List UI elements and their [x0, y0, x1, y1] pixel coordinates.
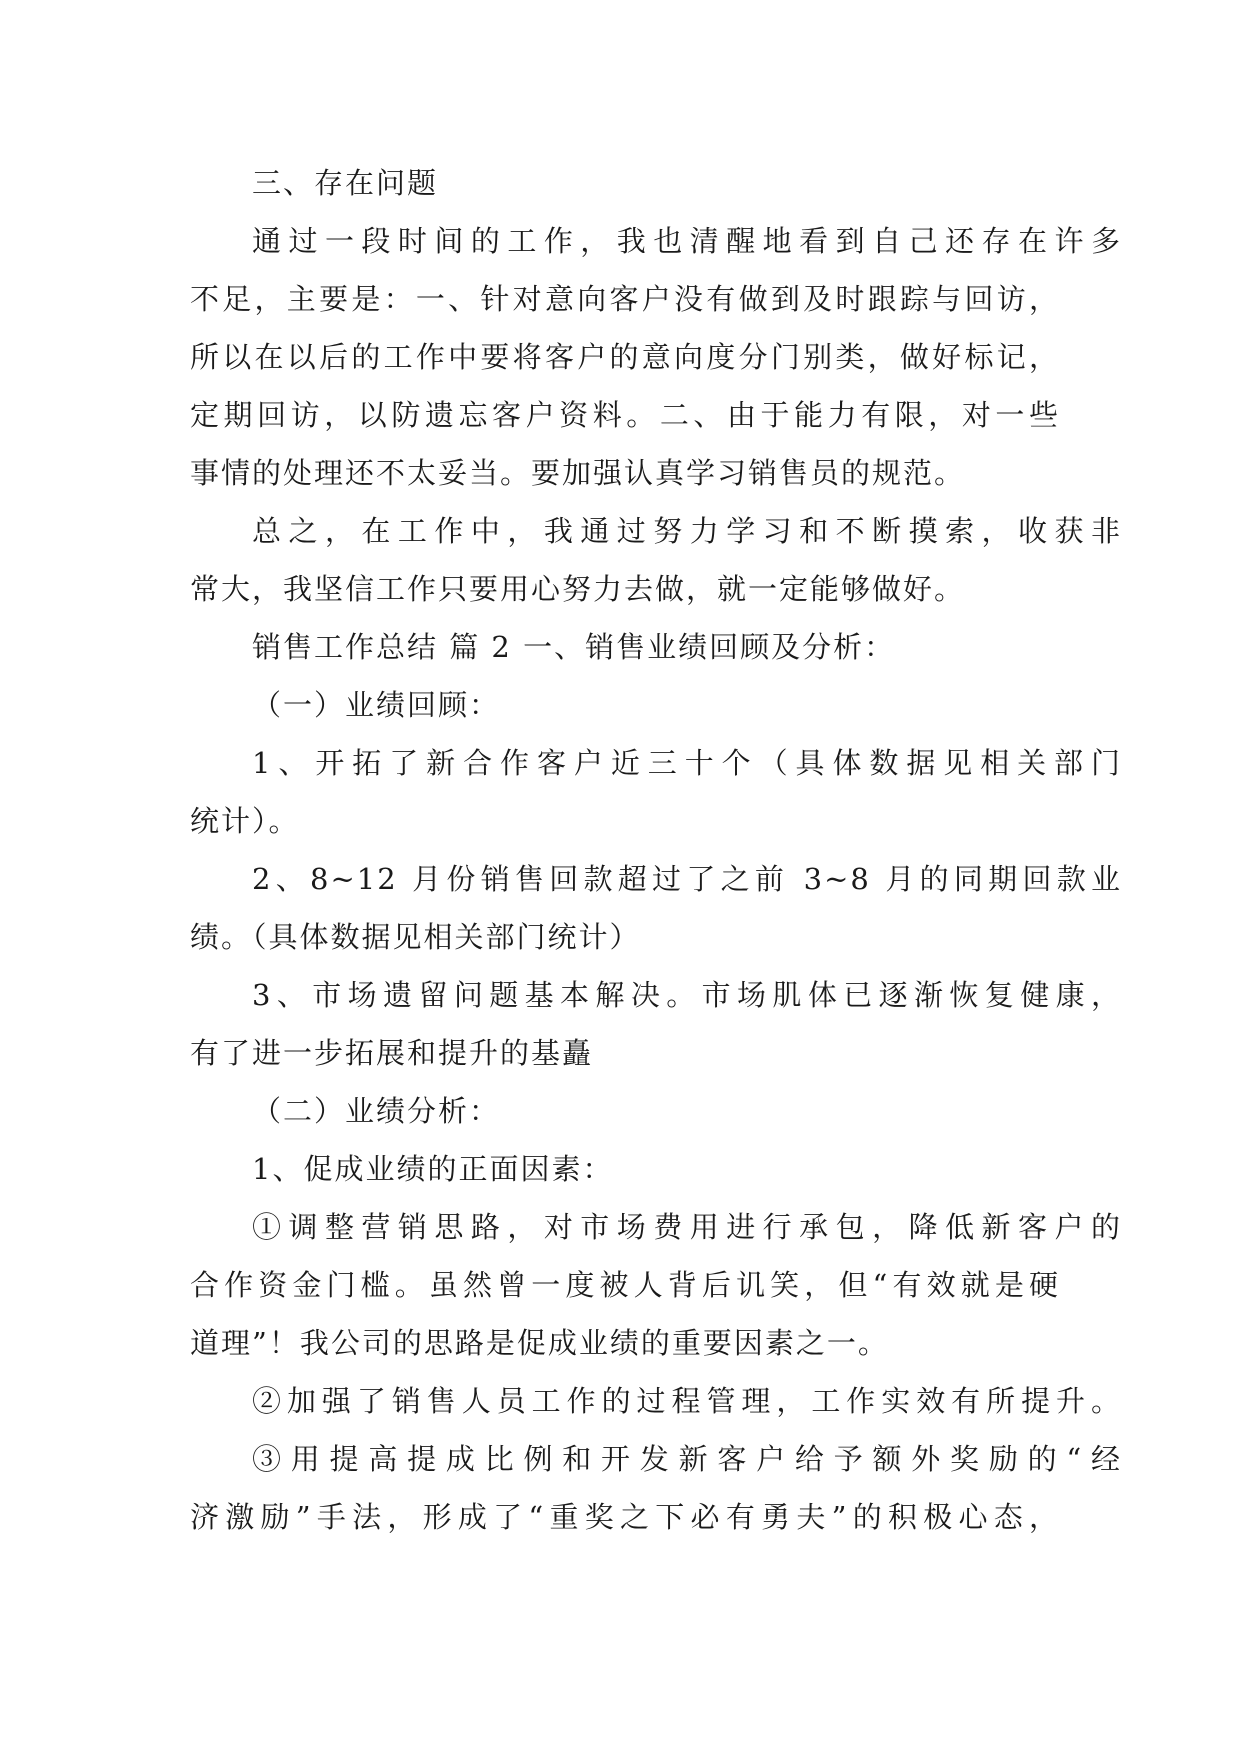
- paragraph-line: 不足，主要是：一、针对意向客户没有做到及时跟踪与回访，: [190, 282, 1060, 316]
- section-heading-summary-2: 销售工作总结 篇 2 一、销售业绩回顾及分析：: [252, 630, 896, 664]
- subheading-performance-review: （一）业绩回顾：: [252, 688, 501, 722]
- paragraph-line: 通过一段时间的工作，我也清醒地看到自己还存在许多: [252, 224, 1122, 258]
- list-item-continuation: 道理”！我公司的思路是促成业绩的重要因素之一。: [190, 1326, 889, 1360]
- list-item: ②加强了销售人员工作的过程管理，工作实效有所提升。: [252, 1384, 1122, 1418]
- list-item-continuation: 有了进一步拓展和提升的基矗: [190, 1036, 594, 1070]
- list-item-continuation: 统计）。: [190, 804, 300, 838]
- list-item: 1、开拓了新合作客户近三十个（具体数据见相关部门: [252, 746, 1122, 780]
- paragraph-line: 总之，在工作中，我通过努力学习和不断摸索，收获非: [252, 514, 1122, 548]
- list-item: 2、8~12 月份销售回款超过了之前 3~8 月的同期回款业: [252, 862, 1122, 896]
- paragraph-line: 事情的处理还不太妥当。要加强认真学习销售员的规范。: [190, 456, 966, 490]
- subheading-performance-analysis: （二）业绩分析：: [252, 1094, 501, 1128]
- paragraph-line: 定期回访，以防遗忘客户资料。二、由于能力有限，对一些: [190, 398, 1060, 432]
- list-item-continuation: 济激励”手法，形成了“重奖之下必有勇夫”的积极心态，: [190, 1500, 1060, 1534]
- section-heading-problems: 三、存在问题: [252, 166, 439, 200]
- list-item: 3、市场遗留问题基本解决。市场肌体已逐渐恢复健康，: [252, 978, 1122, 1012]
- paragraph-line: 所以在以后的工作中要将客户的意向度分门别类，做好标记，: [190, 340, 1060, 374]
- list-item: 1、促成业绩的正面因素：: [252, 1152, 614, 1186]
- list-item-continuation: 合作资金门槛。虽然曾一度被人背后讥笑，但“有效就是硬: [190, 1268, 1060, 1302]
- list-item-continuation: 绩。（具体数据见相关部门统计）: [190, 920, 641, 954]
- list-item: ③用提高提成比例和开发新客户给予额外奖励的“经: [252, 1442, 1122, 1476]
- list-item: ①调整营销思路，对市场费用进行承包，降低新客户的: [252, 1210, 1122, 1244]
- paragraph-line: 常大，我坚信工作只要用心努力去做，就一定能够做好。: [190, 572, 966, 606]
